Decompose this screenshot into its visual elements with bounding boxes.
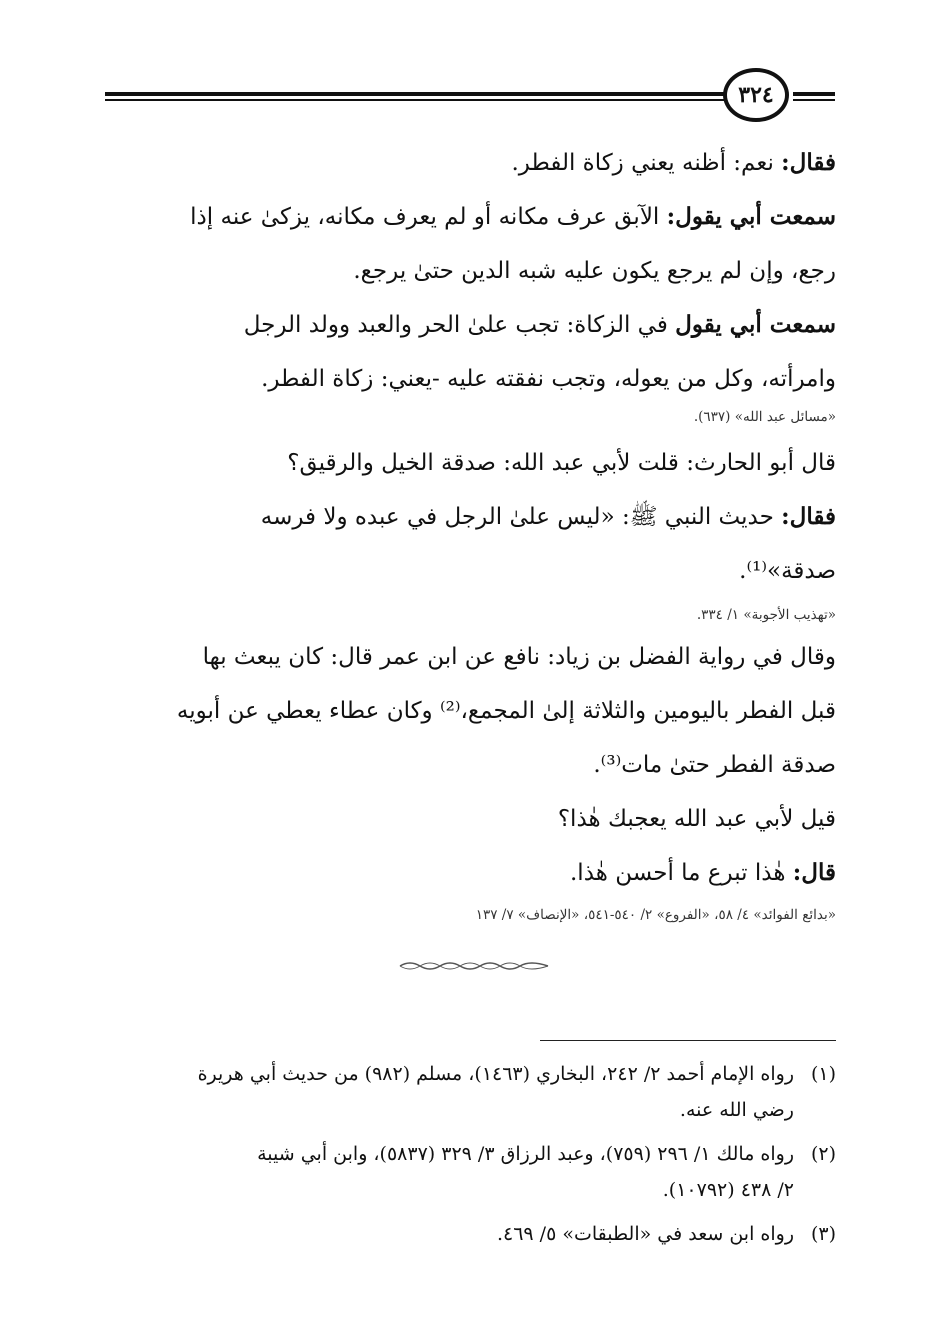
speaker: سمعت أبي يقول: [666, 203, 836, 230]
paragraph-line: رجع، وإن لم يرجع يكون عليه شبه الدين حتىٰ يرجع. [353, 258, 836, 284]
paragraph-line: صدقة»⁽¹⁾. [739, 558, 836, 584]
footnote-rule [540, 1040, 836, 1041]
paragraph-line [108, 846, 836, 900]
footnote-text: رواه مالك ١/ ٢٩٦ (٧٥٩)، وعبد الرزاق ٣/ ٣٢٩ (٥٨٣٧)، وابن أبي شيبة [257, 1143, 794, 1165]
footnote-number: (٣) [810, 1223, 836, 1245]
paragraph-line: وقال في رواية الفضل بن زياد: نافع عن ابن عمر قال: كان يبعث بها [202, 644, 836, 670]
line-text: الآبق عرف مكانه أو لم يعرف مكانه، يزكىٰ عنه إذا [190, 204, 667, 230]
header-rule [105, 92, 725, 96]
footnote-continuation: ٢/ ٤٣٨ (١٠٧٩٢). [662, 1179, 794, 1201]
speaker: سمعت أبي يقول [675, 311, 836, 338]
line-text: نعم: أظنه يعني زكاة الفطر. [511, 150, 782, 176]
main-text [108, 136, 836, 926]
page-number: ٣٢٤ [723, 68, 789, 122]
footnote [108, 1136, 836, 1208]
line-text: في الزكاة: تجب علىٰ الحر والعبد وولد الرجل [243, 312, 676, 338]
footnote-number: (٢) [810, 1143, 836, 1165]
paragraph-line: قال أبو الحارث: قلت لأبي عبد الله: صدقة الخيل والرقيق؟ [287, 450, 836, 476]
header-rule-tail-thin [793, 99, 835, 101]
ornament-separator [398, 960, 550, 972]
line-text: هٰذا تبرع ما أحسن هٰذا. [570, 860, 793, 886]
footnote-number: (١) [810, 1063, 836, 1085]
footnote-text: رواه ابن سعد في «الطبقات» ٥/ ٤٦٩. [496, 1223, 794, 1245]
speaker: قال: [792, 859, 836, 886]
header-rule-thin [105, 99, 725, 101]
page-header [105, 66, 835, 126]
speaker: فقال: [781, 503, 836, 530]
paragraph-line: صدقة الفطر حتىٰ مات⁽³⁾. [593, 752, 836, 778]
footnote-continuation: رضي الله عنه. [679, 1099, 794, 1121]
paragraph-line [108, 136, 836, 190]
source-citation: «تهذيب الأجوبة» ١/ ٣٣٤. [696, 607, 836, 623]
paragraph-line: قيل لأبي عبد الله يعجبك هٰذا؟ [557, 806, 836, 832]
paragraph-line [108, 490, 836, 544]
footnote [108, 1056, 836, 1128]
footnote-text: رواه الإمام أحمد ٢/ ٢٤٢، البخاري (١٤٦٣)، مسلم (٩٨٢) من حديث أبي هريرة [197, 1063, 794, 1085]
footnote [108, 1216, 836, 1252]
source-citation: «بدائع الفوائد» ٤/ ٥٨، «الفروع» ٢/ ٥٤٠-٥٤١، «الإنصاف» ٧/ ١٣٧ [475, 907, 836, 923]
speaker: فقال: [781, 149, 836, 176]
line-text: حديث النبي ﷺ: «ليس علىٰ الرجل في عبده ولا فرسه [260, 504, 782, 530]
source-citation: «مسائل عبد الله» (٦٣٧). [693, 409, 836, 425]
paragraph-line [108, 298, 836, 352]
header-rule-tail [793, 92, 835, 96]
paragraph-line: وامرأته، وكل من يعوله، وتجب نفقته عليه -يعني: زكاة الفطر. [261, 366, 836, 392]
paragraph-line: قبل الفطر باليومين والثلاثة إلىٰ المجمع،⁽²⁾ وكان عطاء يعطي عن أبويه [176, 698, 836, 724]
paragraph-line [108, 190, 836, 244]
